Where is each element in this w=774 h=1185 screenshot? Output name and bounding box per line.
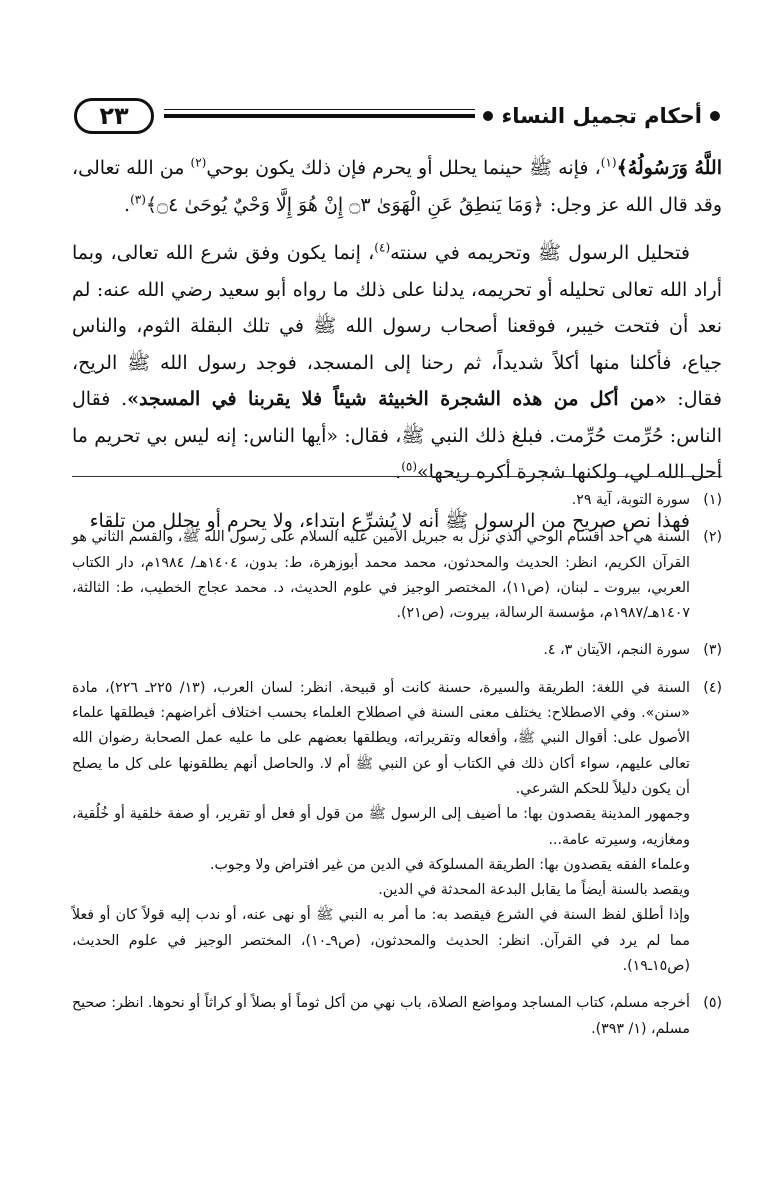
paragraph-2-text-a: فتحليل الرسول ﷺ وتحريمه في سنته xyxy=(390,242,690,264)
footnote-text: السنة في اللغة: الطريقة والسيرة، حسنة كانت أو قبيحة. انظر: لسان العرب، (١٣/ ٢٢٥ـ ٢٢٦)، مادة «سنن». وفي الاصطلاح: يختلف معنى السنة في اصطلاح العلماء بحسب اختلاف أغراضهم: فيطلقها علماء الأصول على: أقوال النبي ﷺ، وأفعاله وتقريراته، ويطلقها بعضهم على ما عليه عمل الصحابة رضوان الله تعالى عليهم، سواء أكان ذلك في الكتاب أو عن النبي ﷺ أم لا. والحاصل أنهم يطلقونها على كل ما يصلح أن يكون دليلاً للحكم الشرعي. xyxy=(72,679,690,797)
footnotes xyxy=(72,488,722,1042)
footnote-text: السنة هي أحد أقسام الوحي الذي نزل به جبريل الأمين عليه السلام على رسول الله ﷺ، والقسم الثاني هو القرآن الكريم، انظر: الحديث والمحدثون، محمد محمد أبوزهرة، ط: بدون، ١٤٠٤هـ/ ١٩٨٤م، دار الكتاب العربي، بيروت ـ لبنان، (ص١١)، المختصر الوجيز في علوم الحديث، د. محمد عجاج الخطيب، ط: الثالثة، ١٤٠٧هـ/١٩٨٧م، مؤسسة الرسالة، بيروت، (ص٢١). xyxy=(72,529,690,622)
paragraph-2-end: . xyxy=(395,461,402,483)
footnote-ref-4: (٤) xyxy=(374,240,391,255)
footnote-number: (٤) xyxy=(703,679,722,696)
footnote-number: (٥) xyxy=(703,995,722,1012)
running-header xyxy=(70,96,720,136)
footnote-separator xyxy=(72,476,722,477)
footnote-number: (٣) xyxy=(703,642,722,659)
footnote-ref-1: (١) xyxy=(600,155,617,170)
book-title xyxy=(483,104,720,128)
paragraph-1-end: . xyxy=(124,193,131,216)
footnote-2 xyxy=(72,525,722,626)
footnote-number: (٢) xyxy=(703,529,722,546)
bullet-icon xyxy=(710,111,720,121)
paragraph-2-text-b: ، إنما يكون وفق شرع الله تعالى، وبما أراد الله تعالى تحليله أو تحريمه، يدلنا على ذلك ما رواه أبو سعيد رضي الله عنه: لم نعد أن فتحت خيبر، فوقعنا أصحاب رسول الله ﷺ في تلك البقلة الثوم، والناس جياع، فأكلنا منها أكلاً شديداً، ثم رحنا إلى المسجد، فوجد رسول الله ﷺ الريح، فقال: xyxy=(72,242,722,410)
verse-fragment: اللَّهُ وَرَسُولُهُ﴾ xyxy=(616,157,722,179)
footnote-1 xyxy=(72,488,722,513)
main-text xyxy=(72,150,722,539)
paragraph-1-text-b: من الله تعالى، وقد قال الله عز وجل: ﴿وَمَا يَنطِقُ عَنِ الْهَوَىٰ ۝٣ إِنْ هُوَ إِلَّا وَحْيٌ يُوحَىٰ ۝٤﴾ xyxy=(72,157,722,216)
footnote-4 xyxy=(72,676,722,980)
footnote-number: (١) xyxy=(703,492,722,508)
footnote-ref-2: (٢) xyxy=(190,155,207,170)
footnote-3 xyxy=(72,638,722,663)
footnote-text: سورة النجم، الآيتان ٣، ٤. xyxy=(543,642,690,659)
paragraph-2-text-c: . فقال الناس: حُرِّمت حُرِّمت. فبلغ ذلك النبي ﷺ، فقال: «أيها الناس: إنه ليس بي تحريم ما أحل الله لي، ولكنها شجرة أكره ريحها» xyxy=(72,388,722,483)
footnote-text: ويقصد بالسنة أيضاً ما يقابل البدعة المحدثة في الدين. xyxy=(378,882,690,899)
footnote-5 xyxy=(72,991,722,1042)
footnote-ref-5: (٥) xyxy=(401,459,418,474)
paragraph-3-text: فهذا نص صريح من الرسول ﷺ أنه لا يُشرِّع ابتداء، ولا يحرم أو يحلل من تلقاء xyxy=(89,509,690,532)
footnote-ref-3: (٣) xyxy=(130,192,146,207)
bullet-icon xyxy=(483,111,493,121)
footnote-text: وإذا أطلق لفظ السنة في الشرع فيقصد به: ما أمر به النبي ﷺ أو نهى عنه، أو ندب إليه قولاً كان أو فعلاً مما لم يرد في القرآن. انظر: الحديث والمحدثون، (ص٩ـ١٠)، المختصر الوجيز في علوم الحديث، (ص١٥ـ١٩). xyxy=(72,907,690,975)
book-title-text: أحكام تجميل النساء xyxy=(501,104,702,128)
paragraph-1 xyxy=(72,150,722,223)
paragraph-2 xyxy=(72,235,722,491)
page-number: ٢٣ xyxy=(74,98,154,134)
footnote-text: وجمهور المدينة يقصدون بها: ما أضيف إلى الرسول ﷺ من قول أو فعل أو تقرير، أو صفة خلقية أو خُلُقية، ومغازيه، وسيرته عامة... xyxy=(72,806,690,848)
footnote-text: سورة التوبة، آية ٢٩. xyxy=(571,492,690,508)
header-rule xyxy=(164,114,475,118)
hadith-quote: «من أكل من هذه الشجرة الخبيثة شيئاً فلا يقربنا في المسجد» xyxy=(127,388,667,410)
paragraph-1-text-a: ، فإنه ﷺ حينما يحلل أو يحرم فإن ذلك يكون بوحي xyxy=(206,157,601,179)
footnote-text: وعلماء الفقه يقصدون بها: الطريقة المسلوكة في الدين من غير افتراض ولا وجوب. xyxy=(210,856,690,873)
footnote-text: أخرجه مسلم، كتاب المساجد ومواضع الصلاة، باب نهي من أكل ثوماً أو بصلاً أو كراثاً أو نحوها. انظر: صحيح مسلم، (١/ ٣٩٣). xyxy=(72,995,690,1037)
